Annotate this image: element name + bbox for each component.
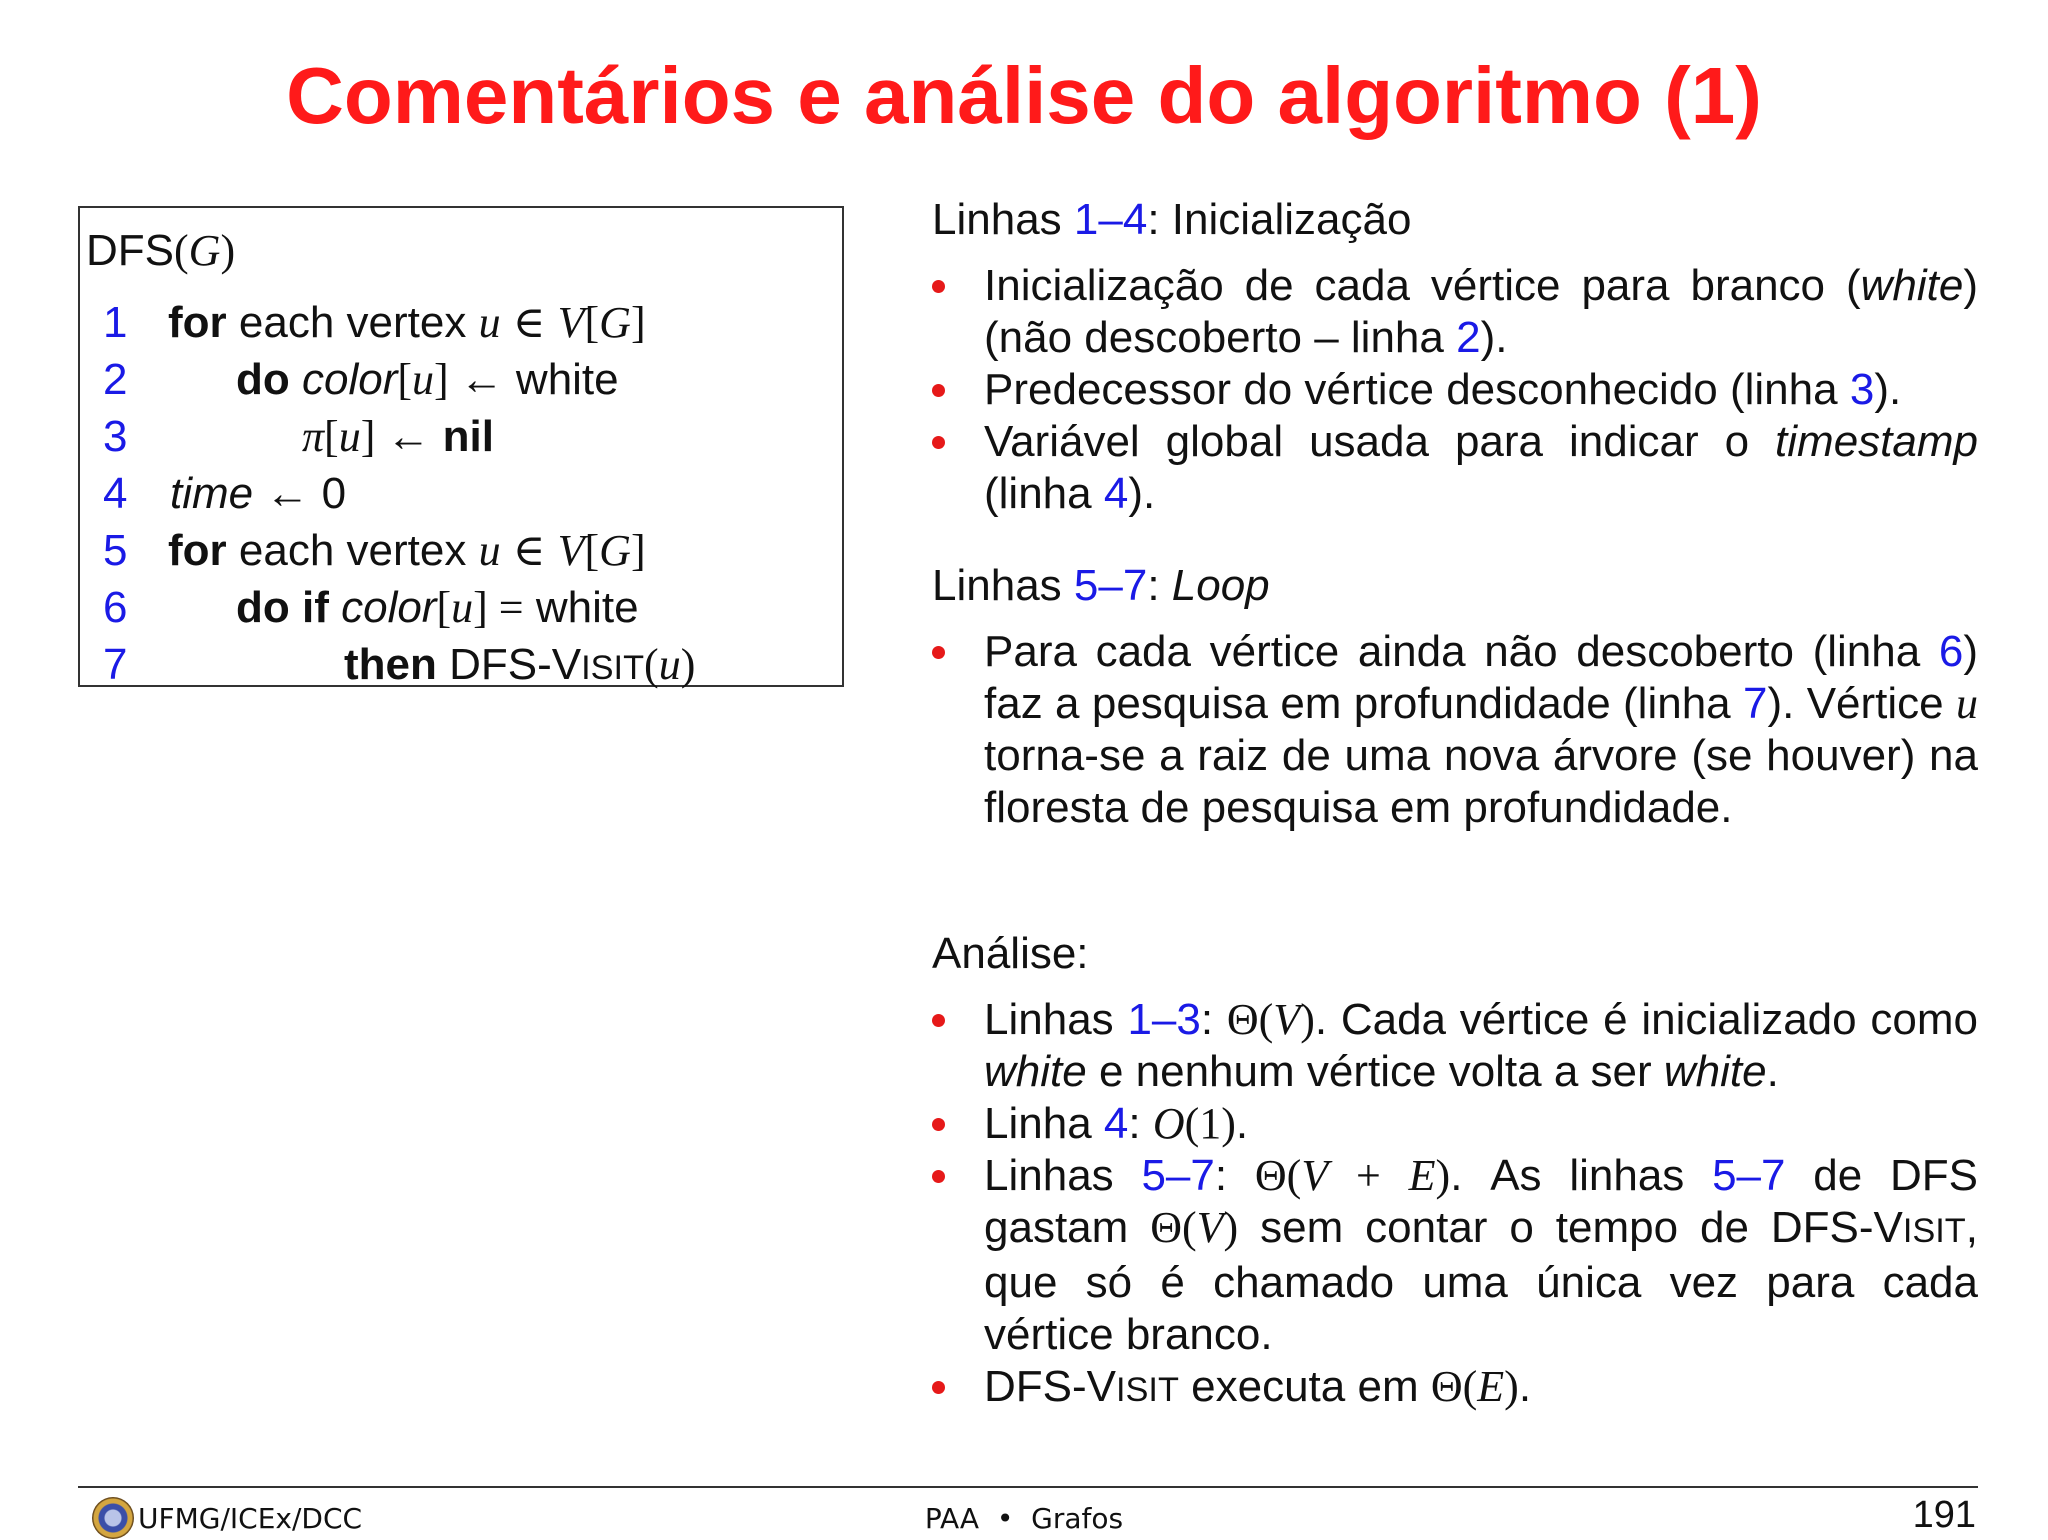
list-item: Inicialização de cada vértice para branco (white) (não descoberto – linha 2). [932,260,1978,364]
algorithm-line: 4 time ← 0 [103,469,347,518]
page-number: 191 [1912,1494,1976,1536]
init-bullets [932,260,1978,520]
algorithm-header: DFS(G) [86,226,236,275]
list-item: Linha 4: O(1). [932,1098,1978,1150]
init-heading: Linhas 1–4: Inicialização [932,195,1412,244]
bullet-icon [932,1014,945,1027]
footer-institution: UFMG/ICEx/DCC [138,1502,363,1535]
algorithm-line: 1 for each vertex u ∈ V[G] [103,298,646,347]
algorithm-line: 6 do if color[u] = white [103,583,639,632]
list-item: Linhas 1–3: Θ(V). Cada vértice é inicializado como white e nenhum vértice volta a ser white. [932,994,1978,1098]
bullet-icon [932,280,945,293]
analysis-bullets [932,994,1978,1416]
list-item: Para cada vértice ainda não descoberto (linha 6) faz a pesquisa em profundidade (linha 7). Vértice u torna-se a raiz de uma nova árvore (se houver) na floresta de pesquisa em profundidade. [932,626,1978,834]
algorithm-box [78,206,844,687]
bullet-icon [932,1118,945,1131]
bullet-icon [932,1170,945,1183]
list-item: Variável global usada para indicar o timestamp (linha 4). [932,416,1978,520]
bullet-icon [932,1381,945,1394]
loop-bullets [932,626,1978,834]
bullet-icon [932,384,945,397]
bullet-icon [932,646,945,659]
list-item: Linhas 5–7: Θ(V + E). As linhas 5–7 de DFS gastam Θ(V) sem contar o tempo de DFS-VISIT, que só é chamado uma única vez para cada vértice branco. [932,1150,1978,1361]
list-item: Predecessor do vértice desconhecido (linha 3). [932,364,1978,416]
analysis-heading: Análise: [932,929,1089,978]
bullet-icon [932,436,945,449]
footer-course: PAA • Grafos [924,1502,1124,1535]
slide-title: Comentários e análise do algoritmo (1) [286,51,1762,140]
loop-heading: Linhas 5–7: Loop [932,561,1270,610]
algorithm-line: 7 then DFS-VISIT(u) [103,640,696,689]
algorithm-line: 5 for each vertex u ∈ V[G] [103,526,646,575]
list-item: DFS-VISIT executa em Θ(E). [932,1361,1978,1416]
footer-divider [78,1486,1978,1488]
algorithm-line: 2 do color[u] ← white [103,355,619,404]
algorithm-line: 3 π[u] ← nil [103,412,494,461]
